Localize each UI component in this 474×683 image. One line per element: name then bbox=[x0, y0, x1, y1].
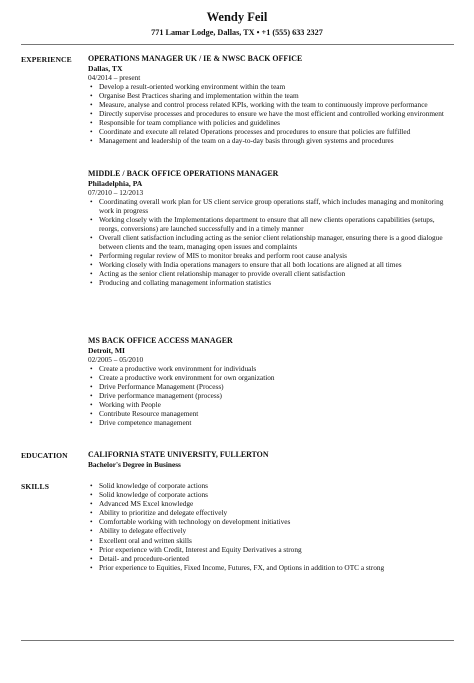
job-dates: 07/2010 – 12/2013 bbox=[88, 187, 144, 197]
list-item: • Comfortable working with technology on development initiatives bbox=[88, 517, 456, 526]
list-item: • Working closely with the Implementations department to ensure that all new clients operations capabilities (setups, reorgs, conversions) are launched successfully and in a timely manner bbox=[88, 215, 456, 233]
list-item: • Solid knowledge of corporate actions bbox=[88, 481, 456, 490]
list-item: • Drive competence management bbox=[88, 418, 456, 427]
candidate-name: Wendy Feil bbox=[206, 10, 268, 24]
list-item: • Prior experience with Credit, Interest and Equity Derivatives a strong bbox=[88, 545, 456, 554]
list-item: • Performing regular review of MIS to monitor breaks and perform root cause analysis bbox=[88, 251, 456, 260]
job-title: MS BACK OFFICE ACCESS MANAGER bbox=[88, 336, 233, 345]
list-item: • Create a productive work environment for own organization bbox=[88, 373, 456, 382]
list-item: • Excellent oral and written skills bbox=[88, 536, 456, 545]
list-item: • Detail- and procedure-oriented bbox=[88, 554, 456, 563]
list-item: • Ability to delegate effectively bbox=[88, 526, 456, 535]
job-location: Philadelphia, PA bbox=[88, 178, 143, 188]
list-item: • Create a productive work environment for individuals bbox=[88, 364, 456, 373]
skills-entry bbox=[88, 481, 456, 572]
skills-label: SKILLS bbox=[21, 482, 50, 491]
list-item: • Acting as the senior client relationship manager to provide overall client satisfaction bbox=[88, 269, 456, 278]
list-item: • Management and leadership of the team on a day-to-day basis through given systems and procedures bbox=[88, 136, 456, 145]
list-item: • Coordinating overall work plan for US client service group operations staff, which includes managing and monitoring work in progress bbox=[88, 197, 456, 215]
experience-label: EXPERIENCE bbox=[21, 55, 72, 64]
list-item: • Contribute Resource management bbox=[88, 409, 456, 418]
list-item: • Prior experience to Equities, Fixed Income, Futures, FX, and Options in addition to OTC a strong bbox=[88, 563, 456, 572]
degree: Bachelor's Degree in Business bbox=[88, 459, 181, 469]
footer-divider bbox=[21, 640, 454, 641]
list-item: • Directly supervise processes and procedures to ensure we have the most efficient and controlled working environment bbox=[88, 109, 456, 118]
job-bullets bbox=[88, 364, 456, 428]
job-entry bbox=[88, 54, 456, 145]
list-item: • Measure, analyse and control process related KPIs, working with the team to continuously improve performance bbox=[88, 100, 456, 109]
list-item: • Develop a result-oriented working environment within the team bbox=[88, 82, 456, 91]
list-item: • Organise Best Practices sharing and implementation within the team bbox=[88, 91, 456, 100]
list-item: • Ability to prioritize and delegate effectively bbox=[88, 508, 456, 517]
list-item: • Working closely with India operations managers to ensure that all both locations are aligned at all times bbox=[88, 260, 456, 269]
job-title: MIDDLE / BACK OFFICE OPERATIONS MANAGER bbox=[88, 169, 279, 178]
list-item: • Working with People bbox=[88, 400, 456, 409]
job-location: Detroit, MI bbox=[88, 345, 125, 355]
job-dates: 02/2005 – 05/2010 bbox=[88, 354, 144, 364]
list-item: • Drive Performance Management (Process) bbox=[88, 382, 456, 391]
school-name: CALIFORNIA STATE UNIVERSITY, FULLERTON bbox=[88, 450, 269, 459]
list-item: • Overall client satisfaction including acting as the senior client relationship manager, ensuring there is a good dialogue between clients and the team, managing open issues and complaints bbox=[88, 233, 456, 251]
list-item: • Responsible for team compliance with policies and guidelines bbox=[88, 118, 456, 127]
header-divider bbox=[21, 44, 454, 45]
list-item: • Solid knowledge of corporate actions bbox=[88, 490, 456, 499]
contact-line: 771 Lamar Lodge, Dallas, TX • +1 (555) 633 2327 bbox=[151, 28, 323, 37]
job-entry bbox=[88, 336, 456, 427]
education-label: EDUCATION bbox=[21, 451, 68, 460]
education-entry bbox=[88, 450, 456, 469]
list-item: • Coordinate and execute all related Operations processes and procedures to ensure that policies are fulfilled bbox=[88, 127, 456, 136]
job-entry bbox=[88, 169, 456, 287]
job-title: OPERATIONS MANAGER UK / IE & NWSC BACK OFFICE bbox=[88, 54, 303, 63]
list-item: • Advanced MS Excel knowledge bbox=[88, 499, 456, 508]
list-item: • Drive performance management (process) bbox=[88, 391, 456, 400]
list-item: • Producing and collating management information statistics bbox=[88, 278, 456, 287]
skills-list bbox=[88, 481, 456, 572]
job-dates: 04/2014 – present bbox=[88, 72, 141, 82]
job-location: Dallas, TX bbox=[88, 63, 123, 73]
job-bullets bbox=[88, 82, 456, 146]
job-bullets bbox=[88, 197, 456, 288]
